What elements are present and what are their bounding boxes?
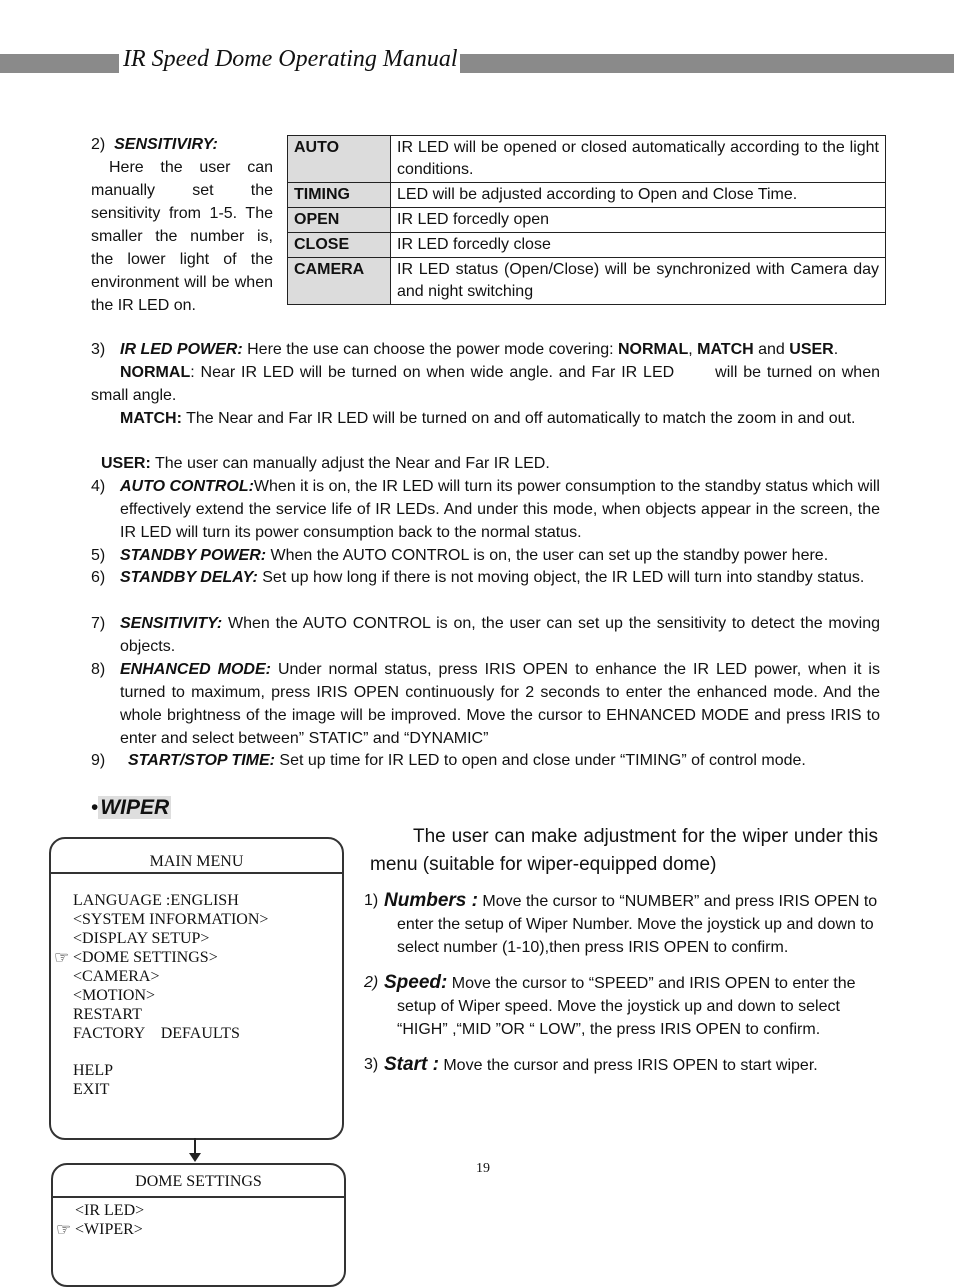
item-heading: START/STOP TIME: <box>128 752 275 769</box>
item-number: 8) <box>91 661 106 678</box>
wiper-step-start <box>364 1053 879 1077</box>
match-mode-description <box>91 407 880 430</box>
table-value: LED will be adjusted according to Open and Close Time. <box>391 183 886 208</box>
menu-item-language: LANGUAGE :ENGLISH <box>73 892 239 909</box>
bullet: • <box>91 796 99 819</box>
item-number: 9) <box>91 752 106 769</box>
menu-item-camera: <CAMERA> <box>73 968 160 985</box>
item-heading: STANDBY DELAY: <box>120 569 258 586</box>
menu-item-restart: RESTART <box>73 1006 142 1023</box>
step-text: Move the cursor and press IRIS OPEN to start wiper. <box>438 1057 818 1074</box>
match-label: MATCH: <box>120 410 182 427</box>
table-row <box>288 233 886 258</box>
item-heading: AUTO CONTROL: <box>120 478 254 495</box>
sensitivity-item <box>91 133 273 317</box>
item-text: Set up time for IR LED to open and close under “TIMING” of control mode. <box>274 752 806 769</box>
user-mode-description <box>101 452 880 475</box>
menu-divider <box>53 1196 344 1198</box>
step-text-block <box>384 971 879 1041</box>
step-number: 3) <box>364 1056 379 1073</box>
pointing-hand-icon: ☞ <box>54 948 70 967</box>
list-item-standby-power <box>91 544 880 567</box>
wiper-step-speed <box>364 971 879 1041</box>
main-menu-diagram <box>49 837 344 1140</box>
item-number: 3) <box>91 341 106 358</box>
separator: and <box>753 341 790 358</box>
normal-label: NORMAL <box>120 364 191 381</box>
match-text: The Near and Far IR LED will be turned on and off automatically to match the zoom in and out. <box>181 410 856 427</box>
mode-normal: NORMAL <box>618 341 689 358</box>
step-text: Move the cursor to “NUMBER” and press IRIS OPEN to enter the setup of Wiper Number. Move the joystick up and down to select number (1-10),then press IRIS OPEN to confirm. <box>397 893 878 956</box>
item-text: Here the use can choose the power mode covering: <box>242 341 618 358</box>
menu-item-help: HELP <box>73 1062 113 1079</box>
menu-item-display-setup: <DISPLAY SETUP> <box>73 930 210 947</box>
ir-mode-table <box>287 135 886 305</box>
item-number: 4) <box>91 478 106 495</box>
menu-divider <box>51 872 342 874</box>
table-row <box>288 183 886 208</box>
normal-text: : Near IR LED will be turned on when wide angle. and Far IR LED will be turned on when small angle. <box>91 364 885 404</box>
list-item-auto-control <box>91 475 880 544</box>
list-item-sensitivity <box>91 612 880 658</box>
page-number: 19 <box>476 1161 490 1176</box>
menu-item-dome-settings: <DOME SETTINGS> <box>73 949 218 966</box>
table-row <box>288 258 886 305</box>
header-bar-left <box>0 54 119 73</box>
list-item-start-stop-time <box>91 749 880 772</box>
wiper-intro <box>370 823 878 879</box>
menu-item-factory-defaults: FACTORY DEFAULTS <box>73 1025 240 1042</box>
menu-item-ir-led: <IR LED> <box>75 1202 145 1219</box>
item-text: When it is on, the IR LED will turn its power consumption to the standby status which will effectively extend the service life of IR LEDs. And under this mode, when objects appear in the screen, the IR LED will turn its power consumption back to the normal status. <box>120 478 880 541</box>
item-heading: ENHANCED MODE: <box>120 661 271 678</box>
menu-item-wiper: <WIPER> <box>75 1221 143 1238</box>
table-key: TIMING <box>288 183 391 208</box>
item-heading: SENSITIVIRY: <box>114 136 218 153</box>
step-text: Move the cursor to “SPEED” and IRIS OPEN to enter the setup of Wiper speed. Move the joystick up and down to select “HIGH” ,“MID ”OR “ LOW”, the press IRIS OPEN to confirm. <box>397 975 856 1038</box>
arrow-down-icon <box>189 1153 201 1162</box>
header-bar-right <box>460 54 954 73</box>
item-heading: STANDBY POWER: <box>120 547 267 564</box>
step-number: 2) <box>364 974 379 991</box>
mode-user: USER <box>789 341 834 358</box>
step-heading: Start : <box>384 1054 439 1075</box>
wiper-heading: WIPER <box>100 796 170 819</box>
item-heading: SENSITIVITY: <box>120 615 223 632</box>
menu-item-exit: EXIT <box>73 1081 110 1098</box>
mode-match: MATCH <box>697 341 754 358</box>
item-number: 7) <box>91 615 106 632</box>
menu-item-system-information: <SYSTEM INFORMATION> <box>73 911 269 928</box>
item-text: Under normal status, press IRIS OPEN to enhance the IR LED power, when it is turned to maximum, press IRIS OPEN continuously for 2 seconds to enter the enhanced mode. And the whole brightness of the image will be improved. Move the cursor to EHNANCED MODE and press IRIS to enter and select between” STATIC” and “DYNAMIC” <box>120 661 880 747</box>
main-menu-title: MAIN MENU <box>149 853 244 870</box>
item-number: 6) <box>91 569 106 586</box>
item-text: When the AUTO CONTROL is on, the user can set up the standby power here. <box>266 547 829 564</box>
table-key: AUTO <box>288 136 391 183</box>
table-key: OPEN <box>288 208 391 233</box>
menu-item-motion: <MOTION> <box>73 987 156 1004</box>
item-heading: IR LED POWER: <box>120 341 243 358</box>
table-key: CAMERA <box>288 258 391 305</box>
step-heading: Numbers : <box>384 890 478 911</box>
step-text-block <box>384 889 879 959</box>
dome-settings-diagram <box>51 1163 346 1287</box>
user-text: The user can manually adjust the Near and Far IR LED. <box>150 455 550 472</box>
step-text-block <box>384 1053 879 1077</box>
wiper-section-heading <box>91 796 171 820</box>
list-item-enhanced-mode <box>91 658 880 750</box>
dome-settings-title: DOME SETTINGS <box>135 1173 262 1190</box>
wiper-step-numbers <box>364 889 879 959</box>
wiper-intro-text: The user can make adjustment for the wiper under this menu (suitable for wiper-equipped dome) <box>370 826 878 875</box>
item-number: 5) <box>91 547 106 564</box>
table-value: IR LED forcedly open <box>391 208 886 233</box>
sensitivity-body: Here the user can manually set the sensitivity from 1-5. The smaller the number is, the lower light of the environment will be when the IR LED on. <box>91 159 273 314</box>
separator: . <box>833 341 839 358</box>
user-label: USER: <box>101 455 151 472</box>
pointing-hand-icon: ☞ <box>56 1220 72 1239</box>
table-value: IR LED forcedly close <box>391 233 886 258</box>
normal-mode-description <box>91 361 885 407</box>
table-key: CLOSE <box>288 233 391 258</box>
step-number: 1) <box>364 892 379 909</box>
table-row <box>288 136 886 183</box>
list-item-ir-power <box>91 338 880 361</box>
item-number: 2) <box>91 136 106 153</box>
table-row <box>288 208 886 233</box>
step-heading: Speed: <box>384 972 448 993</box>
list-item-standby-delay <box>91 566 880 589</box>
separator: , <box>688 341 698 358</box>
item-text: When the AUTO CONTROL is on, the user can set up the sensitivity to detect the moving objects. <box>120 615 880 655</box>
table-value: IR LED status (Open/Close) will be synchronized with Camera day and night switching <box>391 258 886 305</box>
item-text: Set up how long if there is not moving object, the IR LED will turn into standby status. <box>257 569 865 586</box>
table-value: IR LED will be opened or closed automatically according to the light conditions. <box>391 136 886 183</box>
document-title: IR Speed Dome Operating Manual <box>123 46 458 72</box>
